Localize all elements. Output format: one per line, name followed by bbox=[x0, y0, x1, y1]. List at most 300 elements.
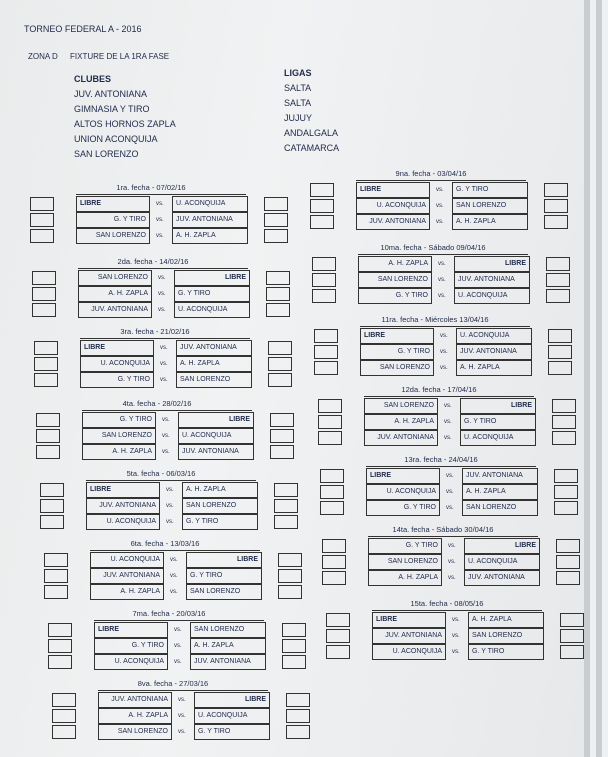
away-team: A. H. ZAPLA bbox=[182, 482, 258, 498]
fixture-title-rule bbox=[94, 620, 264, 621]
home-team: LIBRE bbox=[86, 482, 160, 498]
away-score-box[interactable] bbox=[270, 429, 294, 443]
fixture-label: FIXTURE DE LA 1RA FASE bbox=[70, 52, 170, 61]
club-item: GIMNASIA Y TIRO bbox=[74, 104, 150, 114]
fixture-block bbox=[40, 470, 304, 536]
fixture-title-rule bbox=[90, 550, 260, 551]
match-row bbox=[90, 584, 262, 600]
away-score-box[interactable] bbox=[544, 183, 568, 197]
away-score-box[interactable] bbox=[548, 345, 572, 359]
match-row bbox=[360, 344, 532, 360]
away-score-box[interactable] bbox=[544, 199, 568, 213]
match-row bbox=[368, 570, 540, 586]
home-score-box[interactable] bbox=[36, 429, 60, 443]
home-team: LIBRE bbox=[80, 340, 154, 356]
fixture-block bbox=[30, 184, 294, 250]
match-row bbox=[360, 328, 532, 344]
fixture-date: 5ta. fecha - 06/03/16 bbox=[126, 469, 196, 478]
home-team: U. ACONQUIJA bbox=[80, 356, 154, 372]
away-score-box[interactable] bbox=[282, 655, 306, 669]
match-row bbox=[76, 228, 248, 244]
home-team: JUV. ANTONIANA bbox=[90, 568, 164, 584]
vs-label: vs. bbox=[440, 333, 448, 339]
home-score-box[interactable] bbox=[32, 271, 56, 285]
home-team: LIBRE bbox=[76, 196, 150, 212]
vs-label: vs. bbox=[452, 617, 460, 623]
match-row bbox=[94, 638, 266, 654]
home-team: JUV. ANTONIANA bbox=[78, 302, 152, 318]
home-team: A. H. ZAPLA bbox=[368, 570, 442, 586]
away-score-box[interactable] bbox=[266, 287, 290, 301]
vs-label: vs. bbox=[440, 365, 448, 371]
leagues-list bbox=[284, 66, 339, 156]
away-team: U. ACONQUIJA bbox=[174, 302, 250, 318]
league-item: CATAMARCA bbox=[284, 143, 340, 153]
away-score-box[interactable] bbox=[274, 515, 298, 529]
away-score-box[interactable] bbox=[546, 257, 570, 271]
vs-label: vs. bbox=[160, 377, 168, 383]
away-team: LIBRE bbox=[194, 692, 270, 708]
away-score-box[interactable] bbox=[282, 639, 306, 653]
club-item: UNION ACONQUIJA bbox=[74, 134, 158, 144]
away-score-box[interactable] bbox=[268, 373, 292, 387]
vs-label: vs. bbox=[156, 217, 164, 223]
away-team: JUV. ANTONIANA bbox=[190, 654, 266, 670]
away-team: LIBRE bbox=[174, 270, 250, 286]
fixture-date: 8va. fecha - 27/03/16 bbox=[137, 679, 209, 688]
fixture-title-rule bbox=[80, 338, 250, 339]
away-score-box[interactable] bbox=[274, 483, 298, 497]
home-team: SAN LORENZO bbox=[78, 270, 152, 286]
home-team: G. Y TIRO bbox=[80, 372, 154, 388]
fixture-date: 10ma. fecha - Sábado 09/04/16 bbox=[380, 243, 486, 252]
match-row bbox=[80, 372, 252, 388]
home-team: G. Y TIRO bbox=[368, 538, 442, 554]
away-team: G. Y TIRO bbox=[194, 724, 270, 740]
away-score-box[interactable] bbox=[552, 399, 576, 413]
match-row bbox=[366, 484, 538, 500]
home-team: A. H. ZAPLA bbox=[90, 584, 164, 600]
vs-label: vs. bbox=[448, 575, 456, 581]
away-score-box[interactable] bbox=[554, 485, 578, 499]
fixture-block bbox=[326, 600, 590, 666]
away-team: U. ACONQUIJA bbox=[456, 328, 532, 344]
away-team: LIBRE bbox=[460, 398, 536, 414]
away-team: JUV. ANTONIANA bbox=[456, 344, 532, 360]
fixture-block bbox=[318, 386, 582, 452]
fixture-date: 4ta. fecha - 28/02/16 bbox=[122, 399, 192, 408]
home-score-box[interactable] bbox=[314, 345, 338, 359]
window-blinds bbox=[584, 0, 608, 757]
home-team: SAN LORENZO bbox=[360, 360, 434, 376]
home-team: SAN LORENZO bbox=[368, 554, 442, 570]
away-team: JUV. ANTONIANA bbox=[454, 272, 530, 288]
home-team: LIBRE bbox=[372, 612, 446, 628]
home-score-box[interactable] bbox=[52, 709, 76, 723]
home-score-box[interactable] bbox=[30, 197, 54, 211]
match-row bbox=[86, 482, 258, 498]
home-score-box[interactable] bbox=[34, 341, 58, 355]
fixture-title-rule bbox=[82, 410, 252, 411]
vs-label: vs. bbox=[178, 729, 186, 735]
vs-label: vs. bbox=[170, 589, 178, 595]
match-row bbox=[368, 554, 540, 570]
home-team: LIBRE bbox=[94, 622, 168, 638]
home-score-box[interactable] bbox=[30, 213, 54, 227]
away-score-box[interactable] bbox=[548, 329, 572, 343]
vs-label: vs. bbox=[438, 261, 446, 267]
away-team: A. H. ZAPLA bbox=[452, 214, 528, 230]
club-item: SAN LORENZO bbox=[74, 149, 139, 159]
fixture-block bbox=[322, 526, 586, 592]
away-score-box[interactable] bbox=[274, 499, 298, 513]
home-team: JUV. ANTONIANA bbox=[86, 498, 160, 514]
match-row bbox=[368, 538, 540, 554]
fixture-title-rule bbox=[78, 268, 248, 269]
club-item: JUV. ANTONIANA bbox=[74, 89, 148, 99]
away-score-box[interactable] bbox=[286, 709, 310, 723]
away-team: G. Y TIRO bbox=[460, 414, 536, 430]
away-team: LIBRE bbox=[178, 412, 254, 428]
match-row bbox=[78, 270, 250, 286]
home-team: SAN LORENZO bbox=[76, 228, 150, 244]
home-score-box[interactable] bbox=[40, 515, 64, 529]
match-row bbox=[372, 612, 544, 628]
home-score-box[interactable] bbox=[34, 373, 58, 387]
away-score-box[interactable] bbox=[286, 693, 310, 707]
fixture-title-rule bbox=[372, 610, 542, 611]
home-score-box[interactable] bbox=[52, 725, 76, 739]
away-score-box[interactable] bbox=[264, 197, 288, 211]
away-team: U. ACONQUIJA bbox=[460, 430, 536, 446]
home-score-box[interactable] bbox=[44, 569, 68, 583]
home-score-box[interactable] bbox=[322, 539, 346, 553]
home-score-box[interactable] bbox=[318, 431, 342, 445]
match-row bbox=[82, 444, 254, 460]
away-score-box[interactable] bbox=[286, 725, 310, 739]
leagues-header: LIGAS bbox=[284, 68, 312, 78]
match-row bbox=[366, 500, 538, 516]
home-score-box[interactable] bbox=[318, 399, 342, 413]
home-score-box[interactable] bbox=[30, 229, 54, 243]
home-score-box[interactable] bbox=[36, 413, 60, 427]
fixture-block bbox=[310, 170, 574, 236]
home-score-box[interactable] bbox=[32, 287, 56, 301]
fixture-title-rule bbox=[366, 466, 536, 467]
away-score-box[interactable] bbox=[560, 629, 584, 643]
away-score-box[interactable] bbox=[278, 553, 302, 567]
fixture-block bbox=[32, 258, 296, 324]
away-team: SAN LORENZO bbox=[176, 372, 252, 388]
home-score-box[interactable] bbox=[310, 215, 334, 229]
match-row bbox=[80, 340, 252, 356]
away-team: U. ACONQUIJA bbox=[464, 554, 540, 570]
match-row bbox=[98, 692, 270, 708]
home-team: SAN LORENZO bbox=[358, 272, 432, 288]
home-team: A. H. ZAPLA bbox=[78, 286, 152, 302]
match-row bbox=[356, 198, 528, 214]
home-score-box[interactable] bbox=[322, 555, 346, 569]
away-team: G. Y TIRO bbox=[468, 644, 544, 660]
home-score-box[interactable] bbox=[314, 361, 338, 375]
vs-label: vs. bbox=[170, 557, 178, 563]
vs-label: vs. bbox=[156, 201, 164, 207]
home-team: U. ACONQUIJA bbox=[90, 552, 164, 568]
home-team: G. Y TIRO bbox=[94, 638, 168, 654]
away-score-box[interactable] bbox=[560, 645, 584, 659]
away-score-box[interactable] bbox=[264, 213, 288, 227]
match-row bbox=[90, 552, 262, 568]
away-team: G. Y TIRO bbox=[186, 568, 262, 584]
vs-label: vs. bbox=[160, 361, 168, 367]
match-row bbox=[360, 360, 532, 376]
home-score-box[interactable] bbox=[320, 469, 344, 483]
home-team: SAN LORENZO bbox=[98, 724, 172, 740]
away-score-box[interactable] bbox=[270, 413, 294, 427]
home-team: A. H. ZAPLA bbox=[358, 256, 432, 272]
match-row bbox=[372, 628, 544, 644]
home-score-box[interactable] bbox=[48, 623, 72, 637]
fixture-title-rule bbox=[358, 254, 528, 255]
home-team: JUV. ANTONIANA bbox=[372, 628, 446, 644]
home-score-box[interactable] bbox=[48, 655, 72, 669]
vs-label: vs. bbox=[446, 489, 454, 495]
vs-label: vs. bbox=[436, 187, 444, 193]
home-score-box[interactable] bbox=[40, 499, 64, 513]
vs-label: vs. bbox=[156, 233, 164, 239]
vs-label: vs. bbox=[162, 433, 170, 439]
away-team: A. H. ZAPLA bbox=[190, 638, 266, 654]
match-row bbox=[94, 622, 266, 638]
home-team: G. Y TIRO bbox=[82, 412, 156, 428]
league-item: JUJUY bbox=[284, 113, 313, 123]
match-row bbox=[76, 212, 248, 228]
zona-label: ZONA D bbox=[28, 52, 58, 61]
match-row bbox=[80, 356, 252, 372]
home-team: G. Y TIRO bbox=[358, 288, 432, 304]
fixture-block bbox=[320, 456, 584, 522]
away-team: A. H. ZAPLA bbox=[172, 228, 248, 244]
away-team: JUV. ANTONIANA bbox=[462, 468, 538, 484]
match-row bbox=[364, 430, 536, 446]
away-team: U. ACONQUIJA bbox=[178, 428, 254, 444]
vs-label: vs. bbox=[444, 435, 452, 441]
vs-label: vs. bbox=[158, 307, 166, 313]
away-team: JUV. ANTONIANA bbox=[464, 570, 540, 586]
away-team: LIBRE bbox=[454, 256, 530, 272]
home-team: LIBRE bbox=[366, 468, 440, 484]
away-team: SAN LORENZO bbox=[462, 500, 538, 516]
fixture-date: 9na. fecha - 03/04/16 bbox=[395, 169, 467, 178]
away-score-box[interactable] bbox=[270, 445, 294, 459]
vs-label: vs. bbox=[174, 659, 182, 665]
away-score-box[interactable] bbox=[546, 273, 570, 287]
home-team: SAN LORENZO bbox=[82, 428, 156, 444]
home-team: A. H. ZAPLA bbox=[82, 444, 156, 460]
clubs-list bbox=[74, 72, 176, 162]
home-team: LIBRE bbox=[360, 328, 434, 344]
away-team: A. H. ZAPLA bbox=[456, 360, 532, 376]
fixture-date: 2da. fecha - 14/02/16 bbox=[117, 257, 189, 266]
league-item: SALTA bbox=[284, 83, 312, 93]
vs-label: vs. bbox=[440, 349, 448, 355]
away-score-box[interactable] bbox=[544, 215, 568, 229]
home-score-box[interactable] bbox=[312, 273, 336, 287]
vs-label: vs. bbox=[436, 203, 444, 209]
match-row bbox=[86, 498, 258, 514]
away-team: SAN LORENZO bbox=[190, 622, 266, 638]
fixture-block bbox=[36, 400, 300, 466]
document-title: TORNEO FEDERAL A - 2016 bbox=[24, 24, 142, 34]
home-score-box[interactable] bbox=[326, 645, 350, 659]
away-team: SAN LORENZO bbox=[468, 628, 544, 644]
away-score-box[interactable] bbox=[548, 361, 572, 375]
fixture-title-rule bbox=[86, 480, 256, 481]
home-score-box[interactable] bbox=[312, 257, 336, 271]
away-score-box[interactable] bbox=[266, 303, 290, 317]
away-score-box[interactable] bbox=[560, 613, 584, 627]
home-score-box[interactable] bbox=[320, 485, 344, 499]
away-score-box[interactable] bbox=[278, 585, 302, 599]
home-team: SAN LORENZO bbox=[364, 398, 438, 414]
home-score-box[interactable] bbox=[48, 639, 72, 653]
fixture-date: 12da. fecha - 17/04/16 bbox=[401, 385, 477, 394]
away-score-box[interactable] bbox=[282, 623, 306, 637]
fixture-title-rule bbox=[364, 396, 534, 397]
away-score-box[interactable] bbox=[546, 289, 570, 303]
home-score-box[interactable] bbox=[314, 329, 338, 343]
match-row bbox=[366, 468, 538, 484]
fixture-date: 6ta. fecha - 13/03/16 bbox=[130, 539, 200, 548]
vs-label: vs. bbox=[448, 543, 456, 549]
away-score-box[interactable] bbox=[264, 229, 288, 243]
fixture-date: 3ra. fecha - 21/02/16 bbox=[120, 327, 190, 336]
match-row bbox=[358, 256, 530, 272]
vs-label: vs. bbox=[178, 713, 186, 719]
away-team: JUV. ANTONIANA bbox=[178, 444, 254, 460]
away-team: G. Y TIRO bbox=[452, 182, 528, 198]
home-score-box[interactable] bbox=[44, 553, 68, 567]
home-score-box[interactable] bbox=[44, 585, 68, 599]
vs-label: vs. bbox=[444, 403, 452, 409]
away-score-box[interactable] bbox=[554, 469, 578, 483]
vs-label: vs. bbox=[174, 627, 182, 633]
away-team: SAN LORENZO bbox=[182, 498, 258, 514]
match-row bbox=[358, 272, 530, 288]
fixture-date: 11ra. fecha - Miércoles 13/04/16 bbox=[381, 315, 489, 324]
away-score-box[interactable] bbox=[278, 569, 302, 583]
away-score-box[interactable] bbox=[268, 357, 292, 371]
away-score-box[interactable] bbox=[552, 415, 576, 429]
vs-label: vs. bbox=[444, 419, 452, 425]
away-team: LIBRE bbox=[186, 552, 262, 568]
match-row bbox=[356, 214, 528, 230]
home-team: LIBRE bbox=[356, 182, 430, 198]
away-team: U. ACONQUIJA bbox=[172, 196, 248, 212]
fixture-title-rule bbox=[368, 536, 538, 537]
away-team: JUV. ANTONIANA bbox=[176, 340, 252, 356]
home-score-box[interactable] bbox=[34, 357, 58, 371]
away-team: SAN LORENZO bbox=[186, 584, 262, 600]
home-team: U. ACONQUIJA bbox=[366, 484, 440, 500]
fixture-date: 7ma. fecha - 20/03/16 bbox=[132, 609, 206, 618]
match-row bbox=[82, 428, 254, 444]
vs-label: vs. bbox=[158, 291, 166, 297]
vs-label: vs. bbox=[160, 345, 168, 351]
home-score-box[interactable] bbox=[326, 629, 350, 643]
away-score-box[interactable] bbox=[554, 501, 578, 515]
away-team: LIBRE bbox=[464, 538, 540, 554]
home-score-box[interactable] bbox=[36, 445, 60, 459]
away-team: A. H. ZAPLA bbox=[462, 484, 538, 500]
home-score-box[interactable] bbox=[322, 571, 346, 585]
home-team: U. ACONQUIJA bbox=[86, 514, 160, 530]
vs-label: vs. bbox=[438, 293, 446, 299]
match-row bbox=[90, 568, 262, 584]
away-team: G. Y TIRO bbox=[174, 286, 250, 302]
home-score-box[interactable] bbox=[320, 501, 344, 515]
match-row bbox=[94, 654, 266, 670]
home-score-box[interactable] bbox=[310, 199, 334, 213]
home-team: JUV. ANTONIANA bbox=[98, 692, 172, 708]
away-score-box[interactable] bbox=[552, 431, 576, 445]
vs-label: vs. bbox=[166, 519, 174, 525]
home-score-box[interactable] bbox=[32, 303, 56, 317]
home-score-box[interactable] bbox=[326, 613, 350, 627]
home-team: G. Y TIRO bbox=[366, 500, 440, 516]
away-score-box[interactable] bbox=[556, 571, 580, 585]
match-row bbox=[356, 182, 528, 198]
home-score-box[interactable] bbox=[318, 415, 342, 429]
match-row bbox=[98, 708, 270, 724]
fixture-block bbox=[34, 328, 298, 394]
away-score-box[interactable] bbox=[556, 555, 580, 569]
away-team: U. ACONQUIJA bbox=[454, 288, 530, 304]
home-team: G. Y TIRO bbox=[360, 344, 434, 360]
away-team: U. ACONQUIJA bbox=[194, 708, 270, 724]
fixture-block bbox=[52, 680, 316, 746]
match-row bbox=[372, 644, 544, 660]
away-score-box[interactable] bbox=[268, 341, 292, 355]
vs-label: vs. bbox=[166, 503, 174, 509]
vs-label: vs. bbox=[178, 697, 186, 703]
fixture-date: 13ra. fecha - 24/04/16 bbox=[404, 455, 478, 464]
home-score-box[interactable] bbox=[52, 693, 76, 707]
clubs-header: CLUBES bbox=[74, 74, 112, 84]
away-score-box[interactable] bbox=[266, 271, 290, 285]
match-row bbox=[78, 302, 250, 318]
vs-label: vs. bbox=[166, 487, 174, 493]
match-row bbox=[364, 398, 536, 414]
away-team: G. Y TIRO bbox=[182, 514, 258, 530]
league-item: ANDALGALA bbox=[284, 128, 339, 138]
home-score-box[interactable] bbox=[40, 483, 64, 497]
home-team: U. ACONQUIJA bbox=[94, 654, 168, 670]
away-score-box[interactable] bbox=[556, 539, 580, 553]
match-row bbox=[98, 724, 270, 740]
match-row bbox=[86, 514, 258, 530]
vs-label: vs. bbox=[174, 643, 182, 649]
home-score-box[interactable] bbox=[310, 183, 334, 197]
match-row bbox=[364, 414, 536, 430]
match-row bbox=[78, 286, 250, 302]
home-team: G. Y TIRO bbox=[76, 212, 150, 228]
home-score-box[interactable] bbox=[312, 289, 336, 303]
fixture-block bbox=[44, 540, 308, 606]
fixture-date: 14ta. fecha - Sábado 30/04/16 bbox=[392, 525, 494, 534]
home-team: A. H. ZAPLA bbox=[98, 708, 172, 724]
vs-label: vs. bbox=[452, 633, 460, 639]
